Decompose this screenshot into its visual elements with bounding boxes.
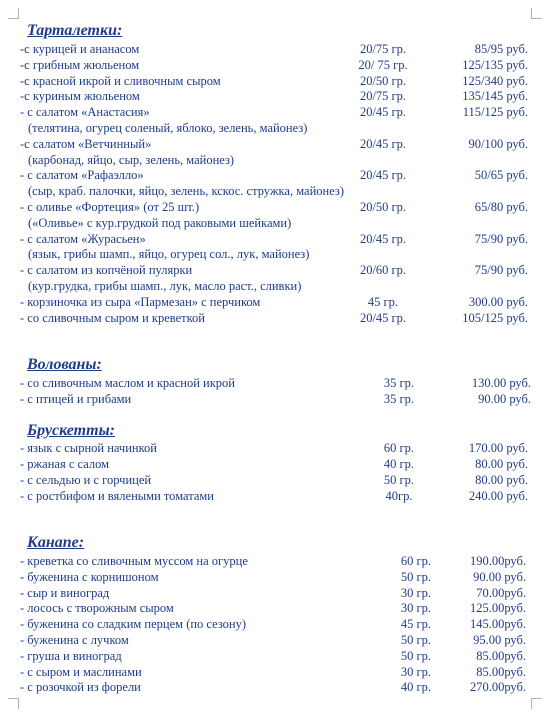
- item-weight: 20/45 гр.: [359, 310, 407, 325]
- menu-item-ingredients: [0, 152, 550, 168]
- item-name: - с ростбифом и вялеными томатами: [20, 489, 215, 503]
- item-price: 90.00 руб.: [473, 569, 526, 584]
- menu-item-row: [0, 73, 550, 89]
- menu-item-row: [0, 167, 550, 183]
- item-name: - с сыром и маслинами: [20, 664, 142, 679]
- item-price: 95.00 руб.: [473, 633, 526, 647]
- menu-item-row: [0, 199, 550, 215]
- item-name: - буженина с лучком: [20, 633, 129, 647]
- page-corner-mark: [8, 8, 19, 19]
- item-name: - с розочкой из форели: [20, 680, 141, 695]
- item-name: - со сливочным маслом и красной икрой: [20, 376, 235, 390]
- section-heading: Волованы:: [27, 356, 102, 373]
- ingredients-text: (сыр, краб. палочки, яйцо, зелень, кскос. стружка, майонез): [28, 184, 345, 199]
- item-name: - с салатом из копчёной пулярки: [20, 263, 193, 278]
- item-name: - груша и виноград: [20, 648, 122, 663]
- item-price: 90.00 руб.: [478, 391, 531, 406]
- item-weight: 20/60 гр.: [359, 263, 407, 278]
- item-price: 190.00руб.: [469, 554, 526, 568]
- section-heading: Тарталетки:: [27, 22, 123, 39]
- item-weight: 20/50 гр.: [359, 73, 407, 88]
- menu-item-row: [0, 391, 550, 407]
- item-weight: 50 гр.: [400, 648, 432, 663]
- menu-item-row: [0, 57, 550, 73]
- menu-item-row: [0, 136, 550, 152]
- item-weight: 60 гр.: [400, 554, 432, 568]
- menu-item-ingredients: [0, 183, 550, 199]
- item-weight: 50 гр.: [400, 633, 432, 647]
- item-weight: 20/45 гр.: [359, 136, 407, 151]
- ingredients-text: (язык, грибы шамп., яйцо, огурец сол., лук, майонез): [28, 247, 310, 262]
- item-price: 115/125 руб.: [462, 105, 528, 120]
- item-name: - креветка со сливочным муссом на огурце: [20, 554, 248, 568]
- menu-item-row: [0, 488, 550, 504]
- menu-item-ingredients: [0, 120, 550, 136]
- item-name: - буженина со сладким перцем (по сезону): [20, 617, 247, 632]
- item-weight: 20/75 гр.: [359, 42, 407, 56]
- ingredients-text: («Оливье» с кур.грудкой под раковыми шейками): [28, 215, 292, 230]
- item-price: 300.00 руб.: [468, 294, 528, 309]
- item-price: 135/145 руб.: [462, 89, 528, 104]
- item-price: 50/65 руб.: [474, 168, 528, 183]
- item-price: 85.00руб.: [476, 664, 526, 679]
- item-price: 70.00руб.: [476, 585, 526, 600]
- section-heading: Канапе:: [27, 534, 85, 551]
- menu-item-ingredients: [0, 246, 550, 262]
- menu-item-row: [0, 679, 550, 695]
- menu-item-row: [0, 616, 550, 632]
- menu-item-row: [0, 375, 550, 391]
- item-weight: 30 гр.: [400, 664, 432, 679]
- menu-item-ingredients: [0, 215, 550, 231]
- item-weight: 35 гр.: [383, 391, 415, 406]
- item-weight: 30 гр.: [400, 601, 432, 616]
- menu-item-row: [0, 632, 550, 648]
- item-weight: 20/45 гр.: [359, 168, 407, 183]
- menu-item-row: [0, 648, 550, 664]
- item-weight: 20/ 75 гр.: [358, 57, 408, 72]
- item-name: - корзиночка из сыра «Пармезан» с перчиком: [20, 294, 261, 309]
- menu-item-row: [0, 104, 550, 120]
- item-weight: 45 гр.: [367, 294, 399, 309]
- item-weight: 50 гр.: [400, 569, 432, 584]
- item-name: - с салатом «Рафаэлло»: [20, 168, 144, 183]
- menu-item-row: [0, 231, 550, 247]
- page-corner-mark: [8, 698, 19, 709]
- item-price: 130.00 руб.: [471, 376, 531, 390]
- item-weight: 60 гр.: [383, 441, 415, 455]
- item-price: 75/90 руб.: [474, 231, 528, 246]
- menu-item-row: [0, 600, 550, 616]
- item-price: 90/100 руб.: [468, 136, 528, 151]
- item-name: - с оливье «Фортеция» (от 25 шт.): [20, 200, 200, 214]
- item-name: -с салатом «Ветчинный»: [20, 136, 152, 151]
- item-price: 105/125 руб.: [462, 310, 528, 325]
- menu-item-row: [0, 472, 550, 488]
- ingredients-text: (телятина, огурец соленый, яблоко, зелень, майонез): [28, 121, 308, 135]
- item-name: -с куриным жюльеном: [20, 89, 140, 104]
- menu-item-row: [0, 456, 550, 472]
- menu-item-row: [0, 440, 550, 456]
- item-weight: 30 гр.: [400, 585, 432, 600]
- item-name: - язык с сырной начинкой: [20, 441, 157, 455]
- item-price: 80.00 руб.: [475, 473, 528, 487]
- menu-item-row: [0, 88, 550, 104]
- item-price: 270.00руб.: [469, 680, 526, 695]
- item-name: - лосось с творожным сыром: [20, 601, 174, 616]
- menu-item-row: [0, 294, 550, 310]
- page-corner-mark: [531, 698, 542, 709]
- item-name: - с птицей и грибами: [20, 391, 132, 406]
- item-price: 240.00 руб.: [468, 489, 528, 503]
- item-name: - буженина с корнишоном: [20, 569, 159, 584]
- item-price: 125.00руб.: [469, 601, 526, 616]
- ingredients-text: (карбонад, яйцо, сыр, зелень, майонез): [28, 152, 235, 167]
- item-weight: 20/75 гр.: [359, 89, 407, 104]
- section-heading: Брускетты:: [27, 422, 115, 439]
- item-price: 125/135 руб.: [462, 57, 528, 72]
- item-weight: 50 гр.: [383, 473, 415, 487]
- item-weight: 35 гр.: [383, 376, 415, 390]
- item-name: - с салатом «Анастасия»: [20, 105, 150, 120]
- item-price: 145.00руб.: [469, 617, 526, 632]
- item-weight: 40 гр.: [383, 457, 415, 471]
- menu-item-row: [0, 41, 550, 57]
- item-name: -с красной икрой и сливочным сыром: [20, 73, 221, 88]
- item-weight: 40 гр.: [400, 680, 432, 695]
- item-price: 75/90 руб.: [474, 263, 528, 278]
- menu-item-row: [0, 664, 550, 680]
- menu-item-row: [0, 585, 550, 601]
- item-price: 85.00руб.: [476, 648, 526, 663]
- item-name: - ржаная с салом: [20, 457, 110, 471]
- menu-item-row: [0, 569, 550, 585]
- item-weight: 20/50 гр.: [359, 200, 407, 214]
- item-weight: 20/45 гр.: [359, 231, 407, 246]
- item-name: -с грибным жюльеном: [20, 57, 140, 72]
- menu-item-ingredients: [0, 278, 550, 294]
- item-name: -с курицей и ананасом: [20, 42, 140, 56]
- item-price: 80.00 руб.: [475, 457, 528, 471]
- item-name: - с сельдью и с горчицей: [20, 473, 152, 487]
- item-weight: 40гр.: [385, 489, 413, 503]
- item-name: - сыр и виноград: [20, 585, 110, 600]
- item-name: - с салатом «Журасьен»: [20, 231, 146, 246]
- item-weight: 20/45 гр.: [359, 105, 407, 120]
- item-name: - со сливочным сыром и креветкой: [20, 310, 205, 325]
- item-weight: 45 гр.: [400, 617, 432, 632]
- item-price: 170.00 руб.: [468, 441, 528, 455]
- menu-item-row: [0, 310, 550, 326]
- page-corner-mark: [531, 8, 542, 19]
- ingredients-text: (кур.грудка, грибы шамп., лук, масло раст., сливки): [28, 279, 302, 293]
- item-price: 125/340 руб.: [462, 73, 528, 88]
- menu-item-row: [0, 553, 550, 569]
- item-price: 85/95 руб.: [474, 42, 528, 56]
- menu-item-row: [0, 262, 550, 278]
- item-price: 65/80 руб.: [474, 200, 528, 214]
